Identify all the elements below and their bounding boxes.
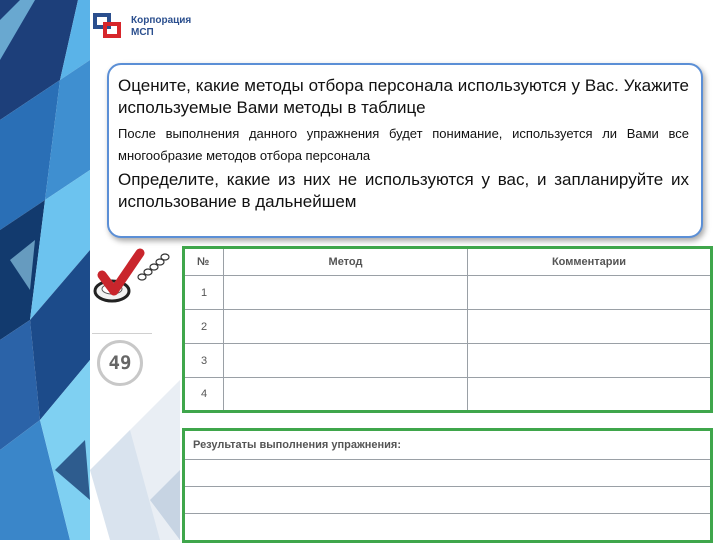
results-header-row [184,430,712,460]
results-row [184,460,712,487]
methods-table [182,246,713,413]
table-row [184,310,712,344]
table-row [184,344,712,378]
row-number: 3 [184,344,224,378]
table-row [184,276,712,310]
row-number: 1 [184,276,224,310]
instruction-paragraph-2: После выполнения данного упражнения будет понимание, используется ли Вами все многообразие методов отбора персонала [118,126,689,163]
brand-name [131,15,191,39]
results-row [184,514,712,542]
column-header-number: № [184,248,224,276]
instructions-box [107,63,703,238]
brand-name-line2: МСП [131,27,154,38]
row-number: 4 [184,378,224,412]
table-row [184,378,712,412]
results-cell[interactable] [184,460,712,487]
method-cell[interactable] [224,378,468,412]
instruction-paragraph-1: Оцените, какие методы отбора персонала используются у Вас. Укажите используемые Вами методы в таблице [118,76,689,117]
method-cell[interactable] [224,344,468,378]
divider-line [92,333,152,334]
row-number: 2 [184,310,224,344]
results-table [182,428,713,543]
corporation-msp-logo-icon [92,11,124,41]
slide-number-badge: 49 [97,340,143,386]
instruction-paragraph-3: Определите, какие из них не используются у вас, и запланируйте их использование в дальнейшем [118,170,689,211]
results-row [184,487,712,514]
red-checkmark-icon [92,247,170,307]
comment-cell[interactable] [468,276,712,310]
table-header-row [184,248,712,276]
comment-cell[interactable] [468,344,712,378]
comment-cell[interactable] [468,310,712,344]
results-cell[interactable] [184,514,712,542]
method-cell[interactable] [224,310,468,344]
method-cell[interactable] [224,276,468,310]
brand-name-line1: Корпорация [131,15,192,26]
comment-cell[interactable] [468,378,712,412]
results-cell[interactable] [184,487,712,514]
column-header-method: Метод [224,248,468,276]
column-header-comments: Комментарии [468,248,712,276]
results-header: Результаты выполнения упражнения: [184,430,712,460]
